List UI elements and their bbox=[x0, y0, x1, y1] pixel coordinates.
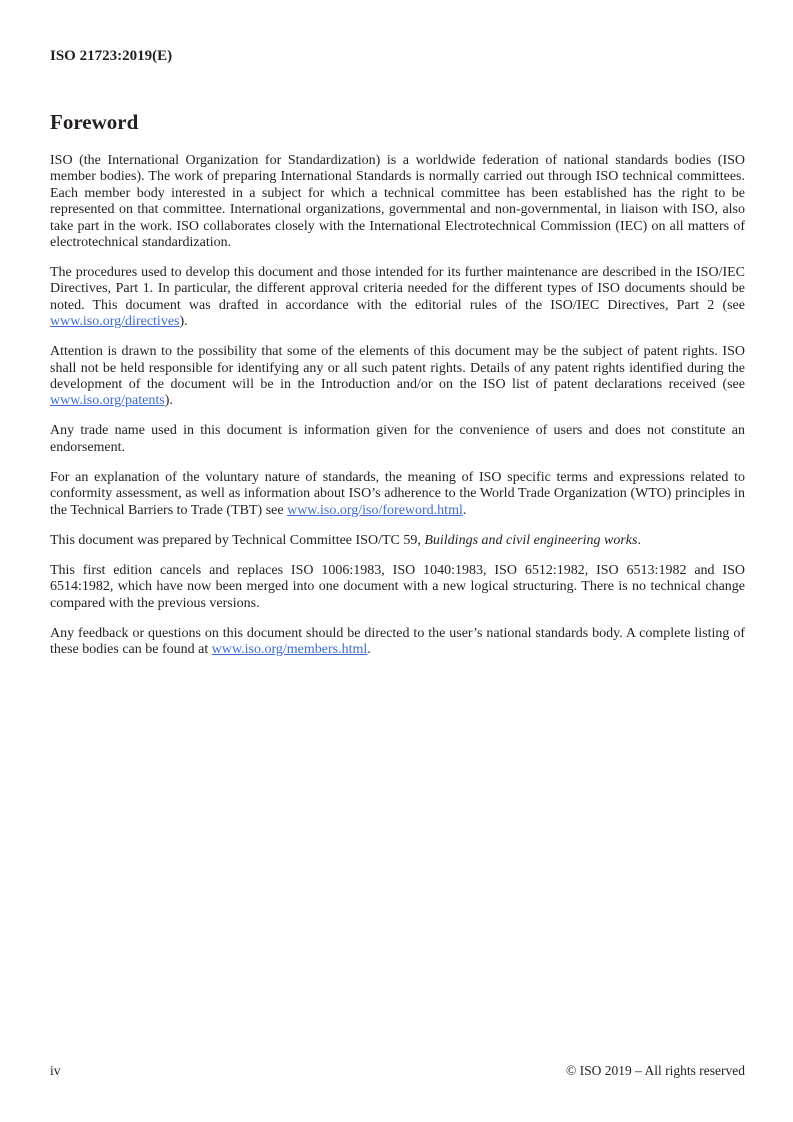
text-run: This document was prepared by Technical Committee ISO/TC 59, bbox=[50, 532, 425, 548]
page-title: Foreword bbox=[50, 110, 139, 134]
text-run: . bbox=[462, 502, 467, 518]
paragraph bbox=[50, 563, 745, 612]
paragraph bbox=[50, 265, 745, 331]
text-run: The procedures used to develop this document and those intended for its further maintenance are described in the ISO/IEC Directives, Part 1. In particular, the different approval criteria needed for the different types of ISO documents should be noted. This document was drafted in accordance with the editorial rules of the ISO/IEC Directives, Part 2 (see bbox=[50, 265, 745, 313]
hyperlink[interactable]: www.iso.org/patents bbox=[50, 393, 165, 409]
copyright-notice: © ISO 2019 – All rights reserved bbox=[566, 1063, 745, 1078]
paragraph bbox=[50, 626, 745, 659]
text-run: . bbox=[367, 641, 371, 657]
text-run: Attention is drawn to the possibility that some of the elements of this document may be the subject of patent rights. ISO shall not be held responsible for identifying any or all such patent rights. Details of any patent rights identified during the development of the document will be in the Introduction and/or on the ISO list of patent declarations received (see bbox=[50, 344, 745, 393]
text-run: . bbox=[637, 532, 641, 548]
document-footer bbox=[50, 1063, 745, 1079]
document-reference-header: ISO 21723:2019(E) bbox=[50, 48, 173, 64]
text-run: ). bbox=[179, 314, 188, 330]
text-run: Any trade name used in this document is information given for the convenience of users and does not constitute an endorsement. bbox=[50, 423, 745, 455]
hyperlink[interactable]: www.iso.org/members.html bbox=[211, 641, 368, 657]
paragraph bbox=[50, 344, 745, 410]
page-number: iv bbox=[50, 1063, 61, 1078]
hyperlink[interactable]: www.iso.org/directives bbox=[50, 314, 180, 330]
text-run: ISO (the International Organization for Standardization) is a worldwide federation of national standards bodies (ISO member bodies). The work of preparing International Standards is normally carried out through ISO technical committees. Each member body interested in a subject for which a technical committee has been established has the right to be represented on that committee. International organizations, governmental and non-governmental, in liaison with ISO, also take part in the work. ISO collaborates closely with the International Electrotechnical Commission (IEC) on all matters of electrotechnical standardization. bbox=[50, 153, 745, 251]
text-run: This first edition cancels and replaces ISO 1006:1983, ISO 1040:1983, ISO 6512:1982, ISO 6513:1982 and ISO 6514:1982, which have now been merged into one document with a new logical structuring. There is no technical change compared with the previous versions. bbox=[50, 562, 745, 611]
paragraph bbox=[50, 423, 745, 456]
paragraph bbox=[50, 153, 745, 251]
hyperlink[interactable]: www.iso​.org/iso/foreword.html bbox=[287, 502, 463, 518]
text-run: For an explanation of the voluntary nature of standards, the meaning of ISO specific terms and expressions related to conformity assessment, as well as information about ISO’s adherence to the World Trade Organization (WTO) principles in the Technical Barriers to Trade (TBT) see bbox=[50, 469, 745, 518]
paragraph bbox=[50, 470, 745, 519]
text-run: ). bbox=[164, 393, 173, 409]
text-run: Any feedback or questions on this document should be directed to the user’s national standards body. A complete listing of these bodies can be found at bbox=[50, 625, 745, 657]
italic-text: Buildings and civil engineering works bbox=[424, 532, 638, 548]
paragraph bbox=[50, 533, 745, 549]
foreword-body bbox=[50, 153, 745, 658]
